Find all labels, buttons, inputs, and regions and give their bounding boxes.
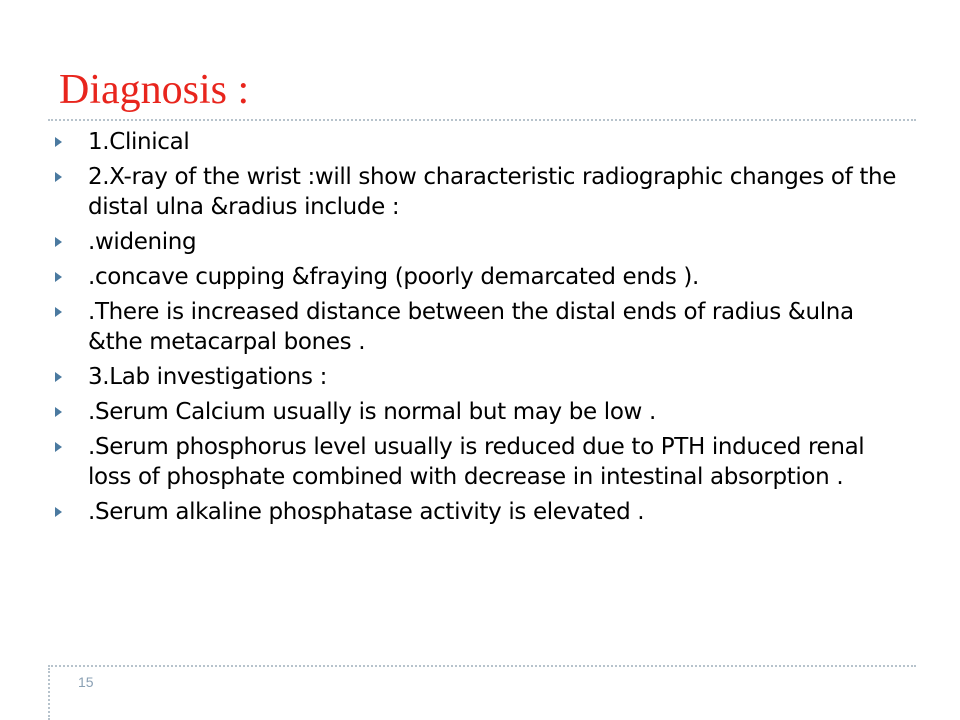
triangle-bullet-icon bbox=[55, 442, 62, 452]
bullet-text: .widening bbox=[88, 229, 197, 255]
triangle-bullet-icon bbox=[55, 272, 62, 282]
triangle-bullet-icon bbox=[55, 407, 62, 417]
triangle-bullet-icon bbox=[55, 507, 62, 517]
bullet-text: .Serum phosphorus level usually is reduced due to PTH induced renal loss of phosphate combined with decrease in intestinal absorption . bbox=[88, 434, 865, 490]
bullet-item-lab bbox=[55, 362, 905, 392]
footer-side-rule bbox=[48, 668, 50, 720]
bullet-item-widening bbox=[55, 227, 905, 257]
bullet-item-alkaline-phosphatase bbox=[55, 497, 905, 527]
bullet-item-phosphorus bbox=[55, 432, 905, 492]
bullet-item-cupping bbox=[55, 262, 905, 292]
slide-title: Diagnosis : bbox=[59, 67, 250, 113]
bullet-text: .concave cupping &fraying (poorly demarcated ends ). bbox=[88, 264, 699, 290]
triangle-bullet-icon bbox=[55, 237, 62, 247]
bullet-item-xray bbox=[55, 162, 905, 222]
footer-divider bbox=[48, 665, 916, 667]
bullet-text: 1.Clinical bbox=[88, 129, 190, 155]
bullet-text: .There is increased distance between the distal ends of radius &ulna &the metacarpal bones . bbox=[88, 299, 854, 355]
bullet-item-calcium bbox=[55, 397, 905, 427]
bullet-list bbox=[55, 127, 905, 532]
triangle-bullet-icon bbox=[55, 372, 62, 382]
title-divider bbox=[48, 119, 916, 121]
bullet-text: .Serum Calcium usually is normal but may be low . bbox=[88, 399, 656, 425]
triangle-bullet-icon bbox=[55, 172, 62, 182]
bullet-text: 2.X-ray of the wrist :will show characteristic radiographic changes of the distal ulna &radius include : bbox=[88, 164, 897, 220]
triangle-bullet-icon bbox=[55, 137, 62, 147]
bullet-text: 3.Lab investigations : bbox=[88, 364, 327, 390]
triangle-bullet-icon bbox=[55, 307, 62, 317]
bullet-item-clinical bbox=[55, 127, 905, 157]
bullet-text: .Serum alkaline phosphatase activity is elevated . bbox=[88, 499, 645, 525]
page-number: 15 bbox=[78, 674, 94, 690]
bullet-item-distance bbox=[55, 297, 905, 357]
